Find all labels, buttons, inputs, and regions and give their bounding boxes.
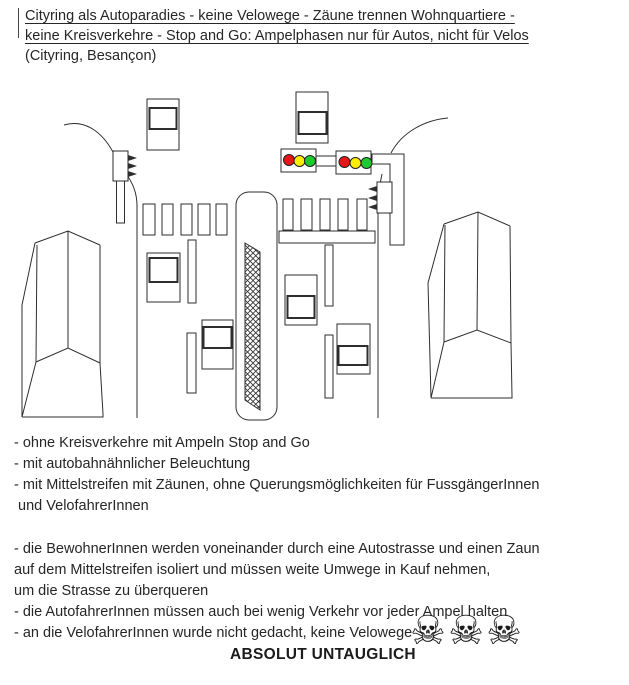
title-line-2: keine Kreisverkehre - Stop and Go: Ampelphasen nur für Autos, nicht für Velos xyxy=(25,28,529,44)
note-line: - mit Mittelstreifen mit Zäunen, ohne Querungsmöglichkeiten für FussgängerInnen xyxy=(14,477,540,493)
note-line: - ohne Kreisverkehre mit Ampeln Stop and Go xyxy=(14,435,310,451)
document-title xyxy=(25,6,605,66)
yellow-light-icon xyxy=(294,156,305,167)
stop-line xyxy=(279,231,375,243)
skull-crossbones-icon: ☠ xyxy=(486,609,522,653)
building-right-icon xyxy=(428,212,512,398)
verdict-label: ABSOLUT UNTAUGLICH xyxy=(230,646,416,663)
page-edge-mark xyxy=(18,8,19,38)
note-line: - die BewohnerInnen werden voneinander durch eine Autostrasse und einen Zaun xyxy=(14,541,540,557)
note-line: - an die VelofahrerInnen wurde nicht gedacht, keine Velowege xyxy=(14,625,413,641)
note-line: auf dem Mittelstreifen isoliert und müssen weite Umwege in Kauf nehmen, xyxy=(14,562,491,578)
skull-crossbones-icon: ☠ xyxy=(448,609,484,653)
car-icon xyxy=(147,99,179,150)
zebra-crossing-right xyxy=(283,199,367,230)
skull-crossbones-icon: ☠ xyxy=(410,609,446,653)
red-light-icon xyxy=(284,155,295,166)
street-lamp-right-icon xyxy=(368,182,392,213)
traffic-light-icon xyxy=(281,149,372,174)
car-icon xyxy=(337,324,370,374)
red-light-icon xyxy=(339,157,350,168)
car-icon xyxy=(202,320,233,369)
car-icon xyxy=(285,275,317,325)
yellow-light-icon xyxy=(350,158,361,169)
skull-rating xyxy=(410,609,522,653)
zebra-crossing-left xyxy=(143,204,227,235)
street-diagram xyxy=(0,85,629,430)
notes-block-2 xyxy=(14,539,614,644)
notes-block-1 xyxy=(14,433,614,517)
note-line: und VelofahrerInnen xyxy=(14,498,149,514)
car-icon xyxy=(296,92,328,143)
median-strip xyxy=(236,192,277,420)
median-fence-hatch xyxy=(245,243,260,410)
building-left-icon xyxy=(22,231,103,417)
title-line-3: (Cityring, Besançon) xyxy=(25,48,157,64)
note-line: - mit autobahnähnlicher Beleuchtung xyxy=(14,456,251,472)
note-line: um die Strasse zu überqueren xyxy=(14,583,209,599)
title-line-1: Cityring als Autoparadies - keine Velowege - Zäune trennen Wohnquartiere - xyxy=(25,8,515,24)
car-icon xyxy=(147,253,180,302)
note-line: - die AutofahrerInnen müssen auch bei wenig Verkehr vor jeder Ampel halten xyxy=(14,604,508,620)
green-light-icon xyxy=(305,156,316,167)
green-light-icon xyxy=(361,158,372,169)
